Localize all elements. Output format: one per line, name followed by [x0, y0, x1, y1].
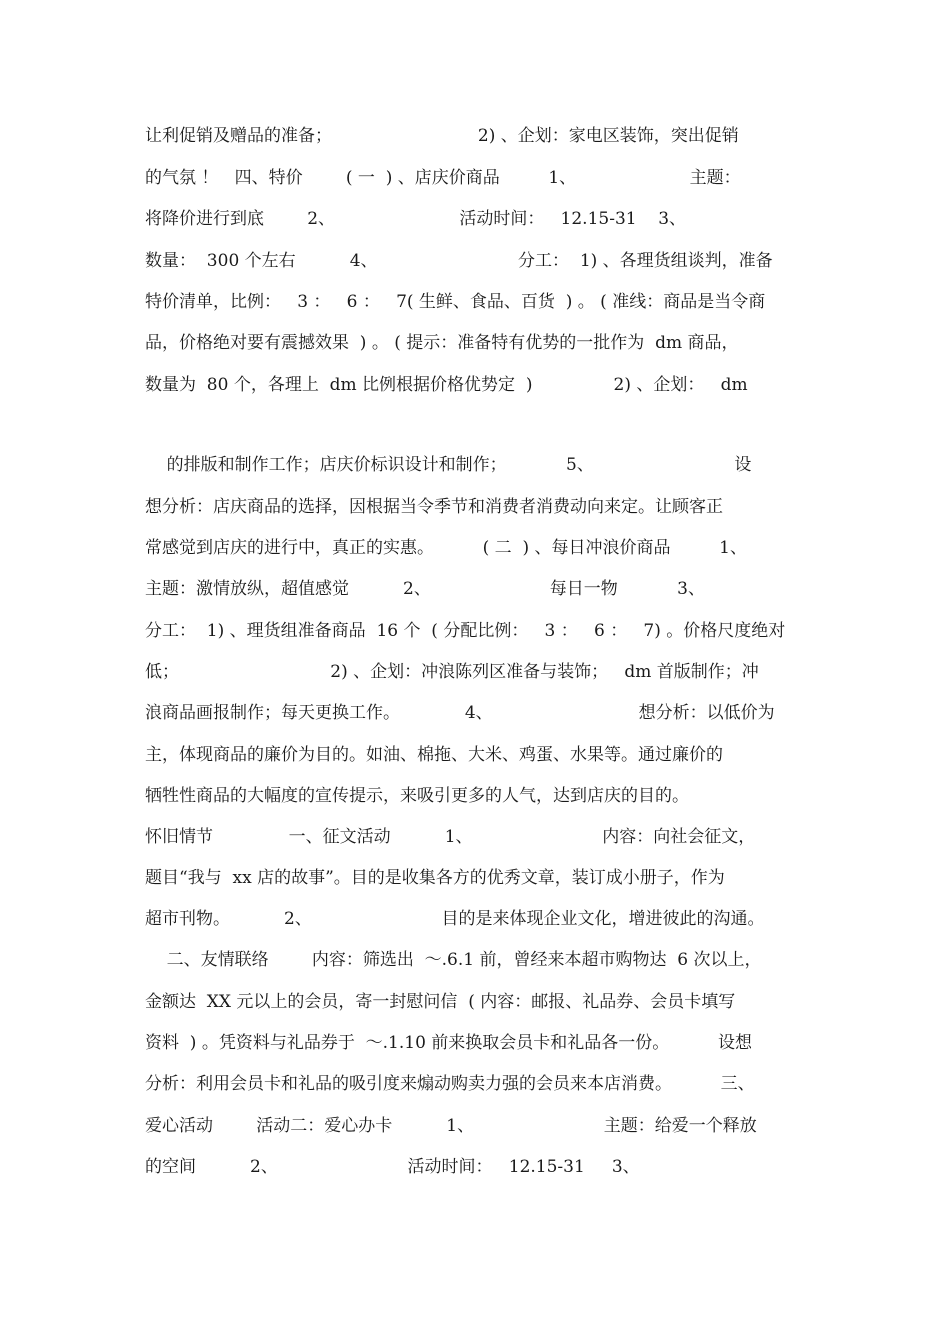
text-line: 分析：利用会员卡和礼品的吸引度来煽动购卖力强的会员来本店消费。 三、: [145, 1074, 755, 1094]
text-line: 数量为 80 个，各理上 dm 比例根据价格优势定 ) 2) 、企划： dm: [145, 375, 748, 395]
text-line: 爱心活动 活动二：爱心办卡 1、 主题：给爱一个释放: [145, 1116, 757, 1136]
text-line: 牺牲性商品的大幅度的宣传提示，来吸引更多的人气，达到店庆的目的。: [145, 786, 689, 806]
text-line: 主题：激情放纵，超值感觉 2、 每日一物 3、: [145, 579, 705, 599]
text-line: 资料 ) 。凭资料与礼品券于 ～.1.10 前来换取会员卡和礼品各一份。 设想: [145, 1033, 752, 1053]
text-line: 的气氛 ！ 四、特价 ( 一 ) 、店庆价商品 1、 主题：: [145, 168, 741, 188]
text-line: 低； 2) 、企划：冲浪陈列区准备与装饰； dm 首版制作；冲: [145, 662, 759, 682]
text-line: 特价清单，比例： 3 ： 6 ： 7( 生鲜、食品、百货 ) 。 ( 准线：商品是当令商: [145, 292, 766, 312]
text-line: [145, 412, 825, 440]
text-line: 题目“我与 xx 店的故事”。目的是收集各方的优秀文章，装订成小册子，作为: [145, 868, 725, 888]
text-line: 让利促销及赠品的准备； 2) 、企划：家电区装饰，突出促销: [145, 126, 739, 146]
text-line: 想分析：店庆商品的选择，因根据当令季节和消费者消费动向来定。让顾客正: [145, 497, 723, 517]
text-line: 常感觉到店庆的进行中，真正的实惠。 ( 二 ) 、每日冲浪价商品 1、: [145, 538, 747, 558]
text-line: 的空间 2、 活动时间： 12.15-31 3、: [145, 1157, 640, 1177]
text-line: 超市刊物。 2、 目的是来体现企业文化，增进彼此的沟通。: [145, 909, 765, 929]
text-line: 主，体现商品的廉价为目的。如油、棉拖、大米、鸡蛋、水果等。通过廉价的: [145, 745, 723, 765]
text-line: 数量： 300 个左右 4、 分工： 1) 、各理货组谈判，准备: [145, 251, 773, 271]
text-line: 浪商品画报制作；每天更换工作。 4、 想分析：以低价为: [145, 703, 775, 723]
text-line: 金额达 XX 元以上的会员，寄一封慰问信 ( 内容：邮报、礼品券、会员卡填写: [145, 992, 736, 1012]
text-line: 二、友情联络 内容：筛选出 ～.6.1 前，曾经来本超市购物达 6 次以上，: [145, 950, 762, 970]
text-line: 的排版和制作工作；店庆价标识设计和制作； 5、 设: [145, 455, 752, 475]
text-line: 怀旧情节 一、征文活动 1、 内容：向社会征文，: [145, 827, 756, 847]
text-line: 品，价格绝对要有震撼效果 ) 。 ( 提示：准备特有优势的一批作为 dm 商品，: [145, 333, 739, 353]
text-line: 将降价进行到底 2、 活动时间： 12.15-31 3、: [145, 209, 687, 229]
text-line: 分工： 1) 、理货组准备商品 16 个 ( 分配比例： 3 ： 6 ： 7) 。价格尺度绝对: [145, 621, 786, 641]
